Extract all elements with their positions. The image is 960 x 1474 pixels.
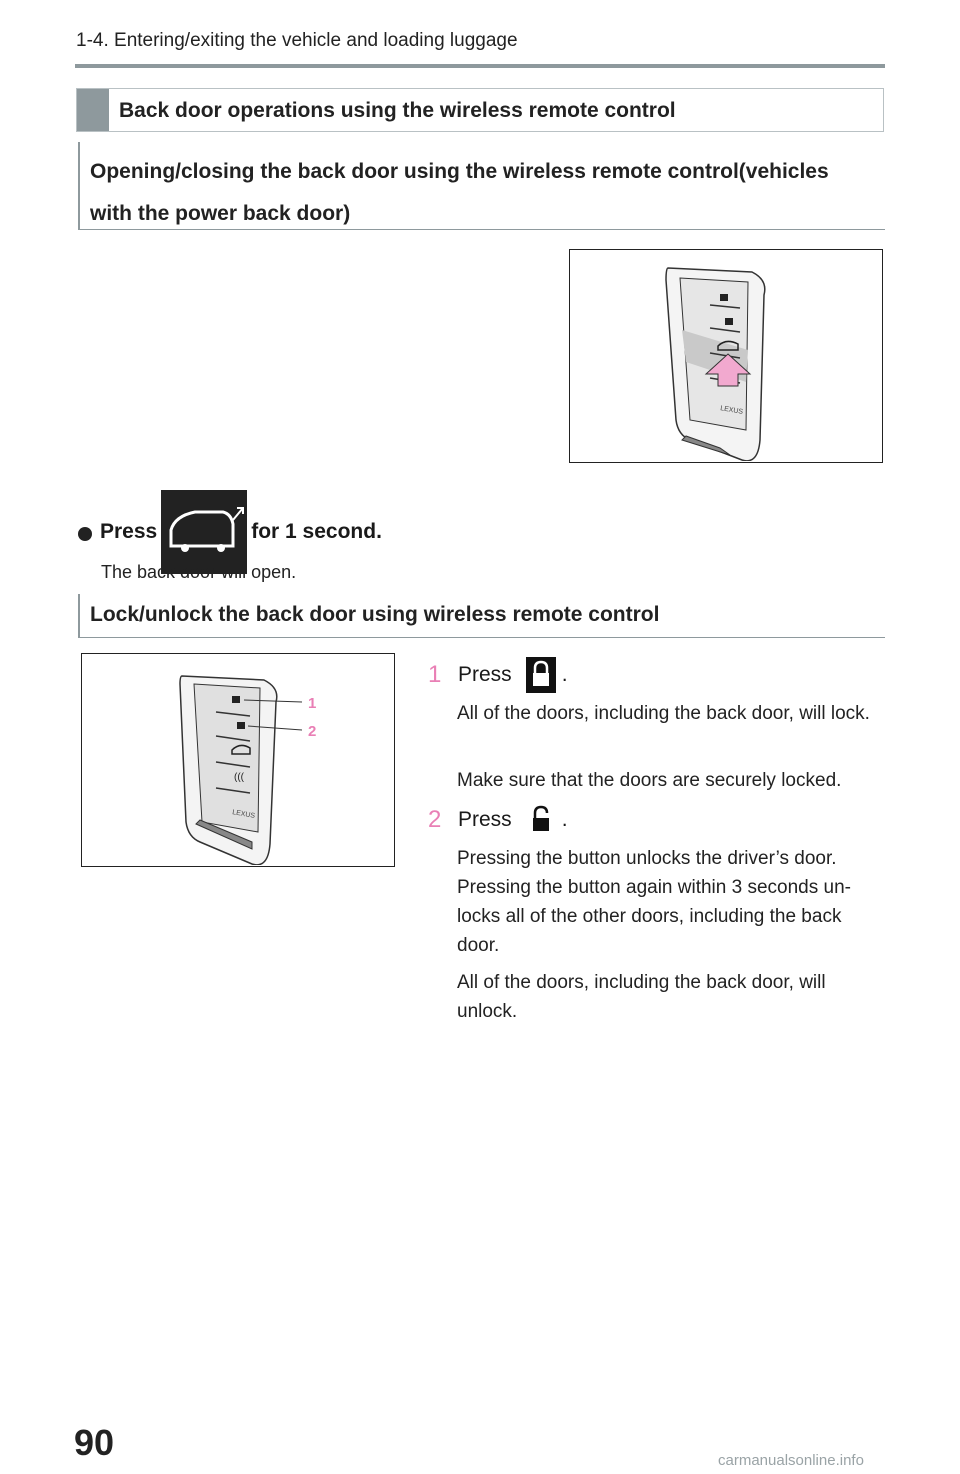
callout-2: 2 <box>308 723 317 740</box>
bullet-note: The back door will open. <box>101 562 297 582</box>
step-1 <box>428 655 568 695</box>
bullet-press-label: Press <box>100 520 158 543</box>
unlock-icon <box>526 802 556 838</box>
figure-key-lock-unlock <box>81 653 395 867</box>
step-2-number: 2 <box>428 806 442 833</box>
header-rule <box>75 64 885 68</box>
subheading-open-close-text: Opening/closing the back door using the wireless remote control(vehicles with the power back door) <box>90 160 829 225</box>
brand-text-2: LEXUS <box>231 809 256 820</box>
subheading-lock-unlock-text: Lock/unlock the back door using wireless remote control <box>90 603 660 626</box>
footer-watermark: carmanualsonline.info <box>718 1452 864 1469</box>
step-2 <box>428 800 568 840</box>
key-fob-illustration-1 <box>570 250 881 461</box>
section-heading-bar <box>77 89 109 131</box>
step-2-para-2: All of the doors, including the back door, will unlock. <box>457 972 826 1022</box>
chapter-header: 1-4. Entering/exiting the vehicle and loading luggage <box>76 30 518 51</box>
step-1-press: Press <box>458 663 512 686</box>
subheading-lock-unlock <box>78 594 885 638</box>
page-number: 90 <box>74 1422 115 1463</box>
key-fob-illustration-2 <box>82 654 393 865</box>
step-1-period: . <box>561 663 568 686</box>
step-1-number: 1 <box>428 661 442 688</box>
step-2-period: . <box>561 808 568 831</box>
step-2-para-1: Pressing the button unlocks the driver’s door. Pressing the button again within 3 seconds un-locks all of the other doors, including the back door. <box>457 848 851 956</box>
step-1-para-2: Make sure that the doors are securely locked. <box>457 770 842 791</box>
lock-icon <box>526 657 556 693</box>
figure-key-back-door <box>569 249 883 463</box>
step-1-para-1: All of the doors, including the back door, will lock. <box>457 703 870 724</box>
step-2-press: Press <box>458 808 512 831</box>
brand-text-1: LEXUS <box>719 405 744 416</box>
section-heading-box <box>76 88 884 132</box>
subheading-open-close <box>78 142 885 230</box>
section-heading: Back door operations using the wireless remote control <box>119 99 676 122</box>
svg-text:(((: ((( <box>234 772 244 783</box>
bullet-dot <box>78 527 92 541</box>
callout-1: 1 <box>308 695 317 712</box>
bullet-press-suffix: for 1 second. <box>251 520 382 543</box>
